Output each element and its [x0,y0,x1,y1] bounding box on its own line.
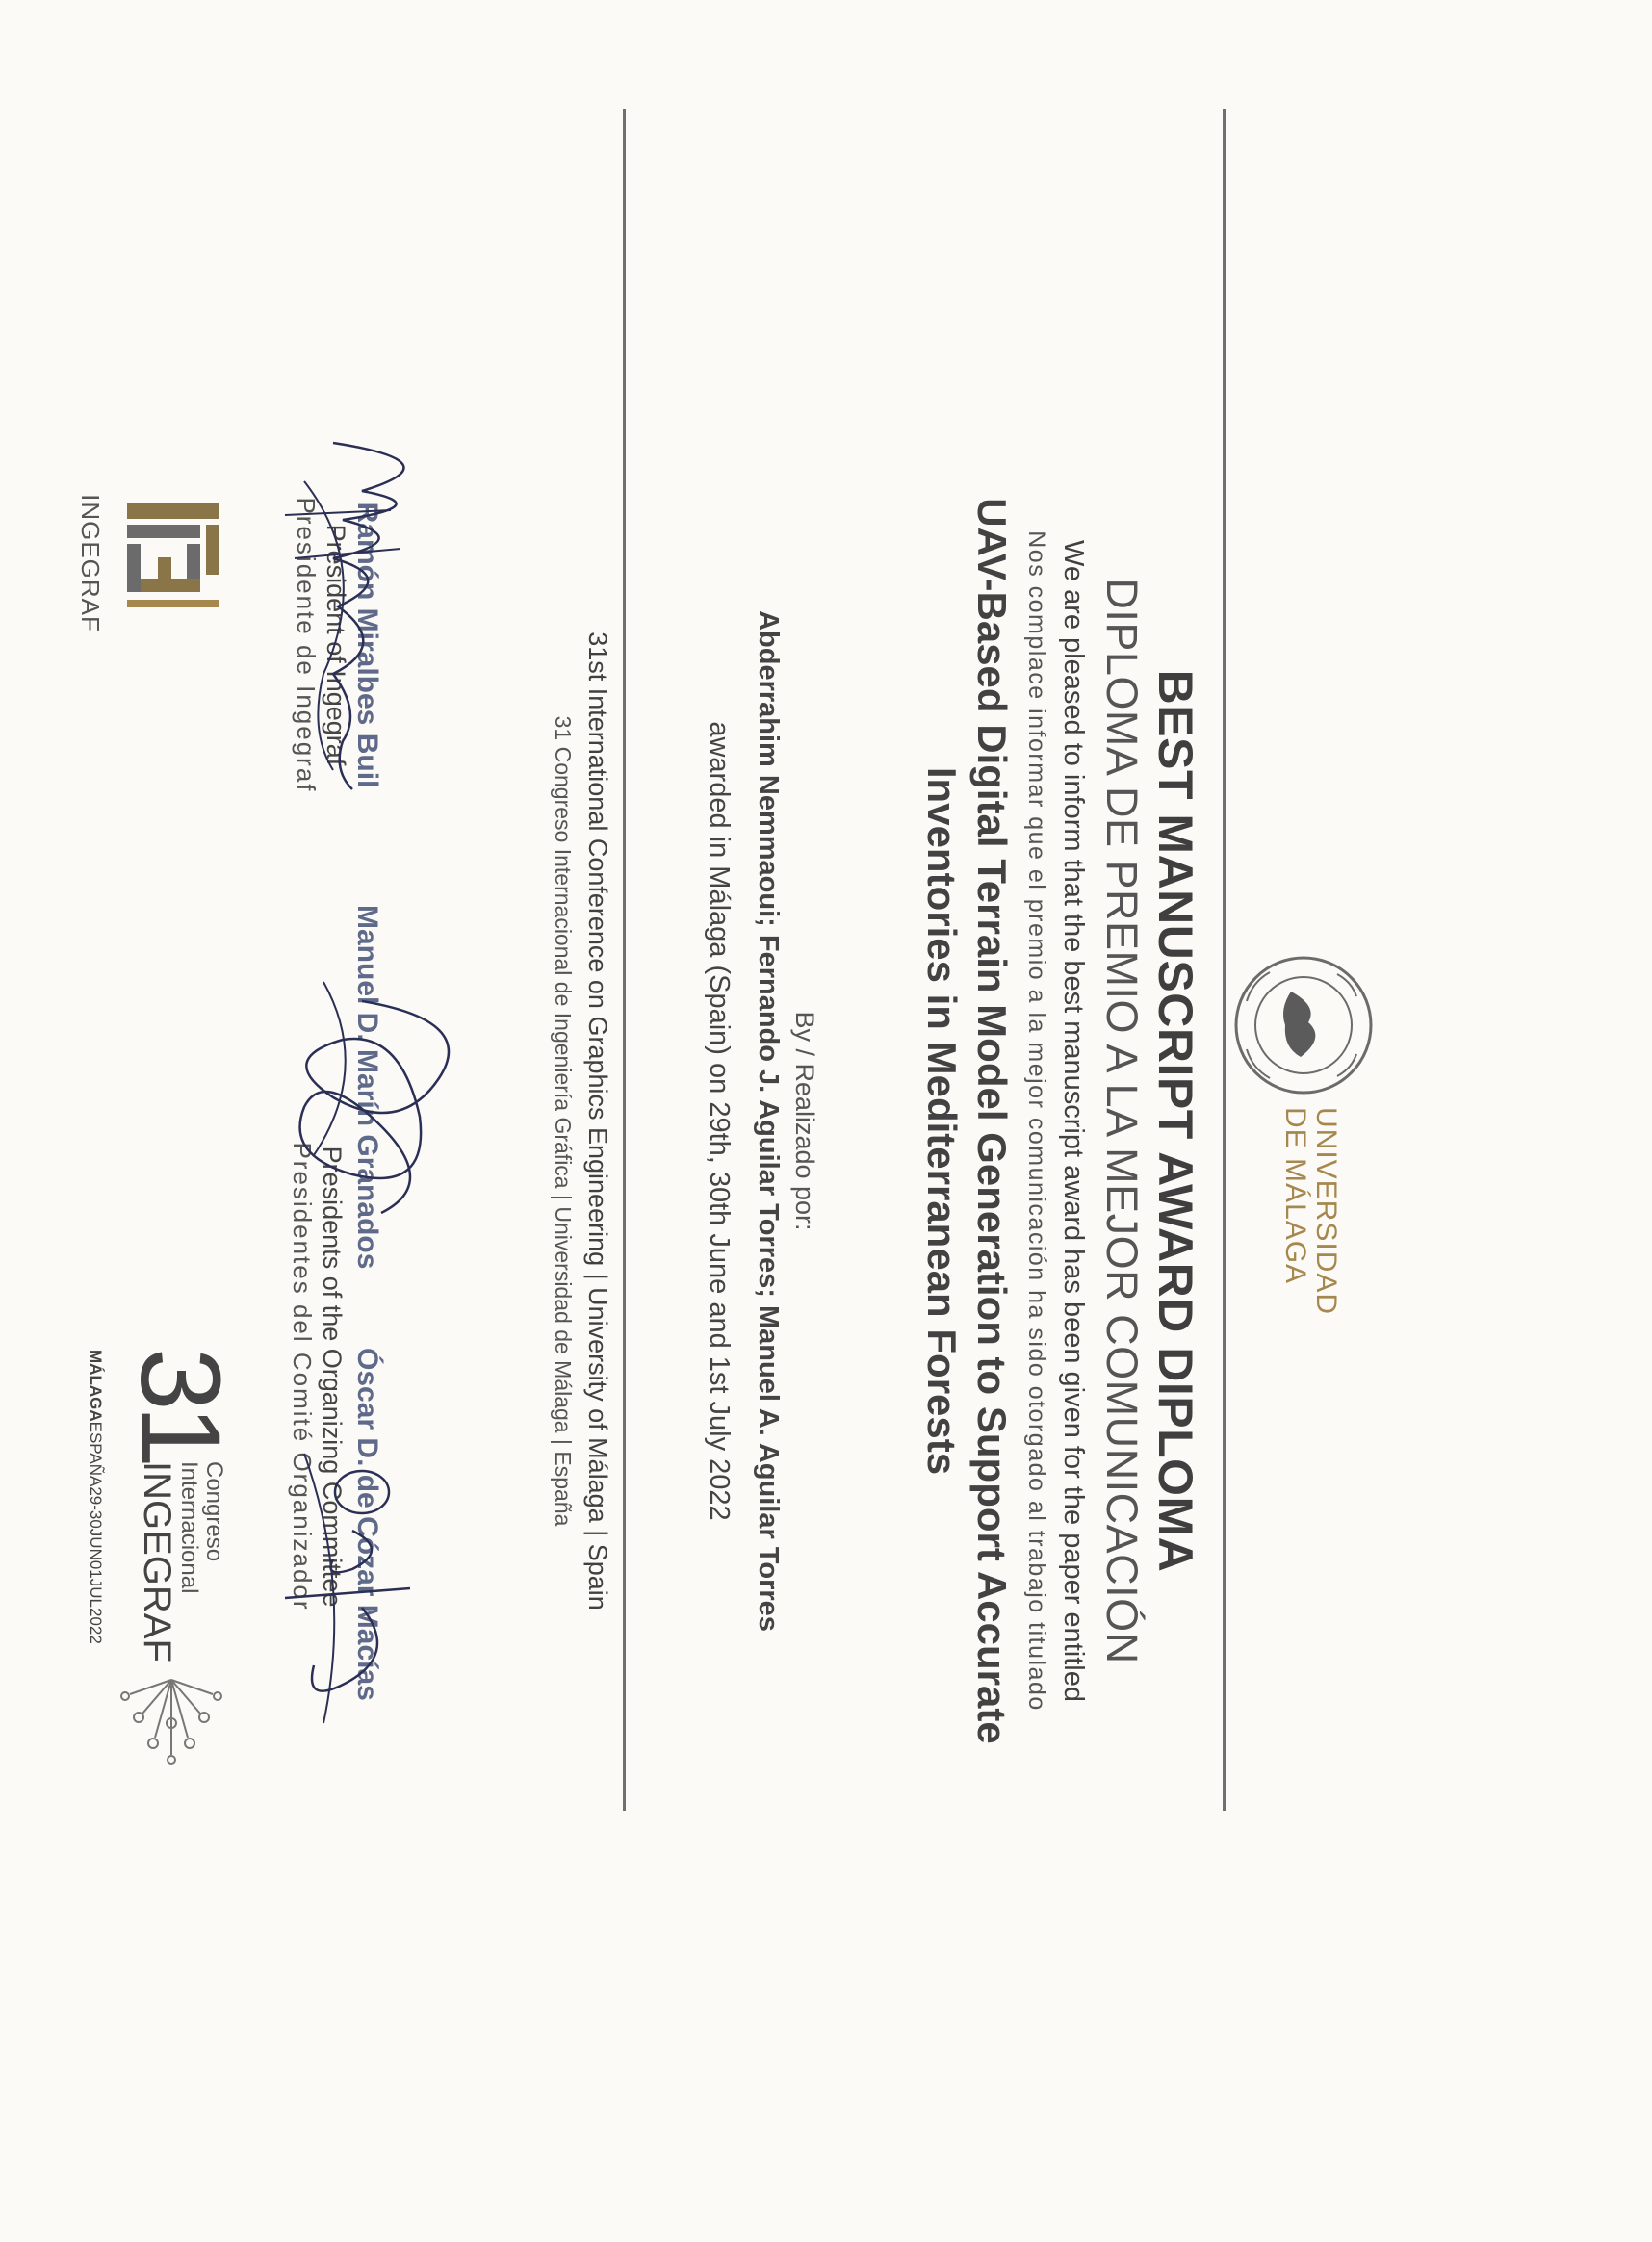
diploma-title: BEST MANUSCRIPT AWARD DIPLOMA [1149,669,1202,1573]
signatory-role-english: President of Ingegraf [322,524,350,766]
signatory-role-spanish: Presidentes del Comité Organizador [288,1142,317,1611]
signatory-name: Manuel D. Marín Granados [351,905,383,1270]
university-logo [1231,953,1376,1316]
bottom-divider [623,109,626,1811]
congress-footer-city: MÁLAGA [87,1350,105,1422]
diploma-subtitle: DIPLOMA DE PREMIO A LA MEJOR COMUNICACIÓN [1097,578,1147,1664]
ingegraf-label: INGEGRAF [76,494,105,632]
university-name-line2: DE MÁLAGA [1279,1107,1311,1285]
signatory-role-spanish: Presidente de Ingegraf [292,497,321,793]
congress-footer-dates: ESPAÑA29-30JUN01JUL2022 [87,1421,105,1644]
paper-title [916,0,1017,2242]
congress-footer [86,1350,105,1644]
paper-title-line2: Inventories in Mediterranean Forests [919,766,965,1476]
congress-line3: INGEGRAF [136,1461,178,1662]
authors: Abderrahim Nemmaoui; Fernando J. Aguilar Torres; Manuel A. Aguilar Torres [753,610,784,1632]
congress-logo [78,1348,244,1752]
ingegraf-logo [73,486,227,640]
handwritten-signature-right [266,1444,468,1733]
signatory-name: Ramón Miralbes Buil [351,502,383,788]
intro-english: We are pleased to inform that the best manuscript award has been given for the paper entitled [1058,540,1089,1702]
conference-spanish: 31 Congreso Internacional de Ingeniería Gráfica | Universidad de Málaga | España [551,715,576,1527]
by-label: By / Realizado por: [790,1011,819,1231]
congress-line1: Congreso [201,1461,227,1562]
top-divider [1223,109,1226,1811]
handwritten-signature-left [266,424,478,809]
signatory-name: Óscar D. de Cózar Macías [351,1348,383,1701]
conference-english: 31st International Conference on Graphics Engineering | University of Málaga | Spain [583,631,612,1611]
intro-spanish: Nos complace informar que el premio a la mejor comunicación ha sido otorgado al trabajo titulado [1023,530,1050,1712]
university-name-line1: UNIVERSIDAD [1310,1107,1342,1316]
university-seal-icon [1231,953,1376,1097]
ingegraf-logo-icon [112,486,227,640]
congress-number: 31 [116,1348,244,1463]
network-burst-icon [118,1661,224,1766]
handwritten-signature-middle [246,963,497,1251]
signatory-role-english: Presidents of the Organizing Committee [318,1146,347,1608]
university-name [1279,1107,1341,1315]
congress-name [138,1461,226,1662]
congress-line2: Internacional [176,1461,202,1594]
paper-title-line1: UAV-Based Digital Terrain Model Generation to Support Accurate [969,498,1015,1744]
award-place-date: awarded in Málaga (Spain) on 29th, 30th June and 1st July 2022 [704,721,735,1521]
